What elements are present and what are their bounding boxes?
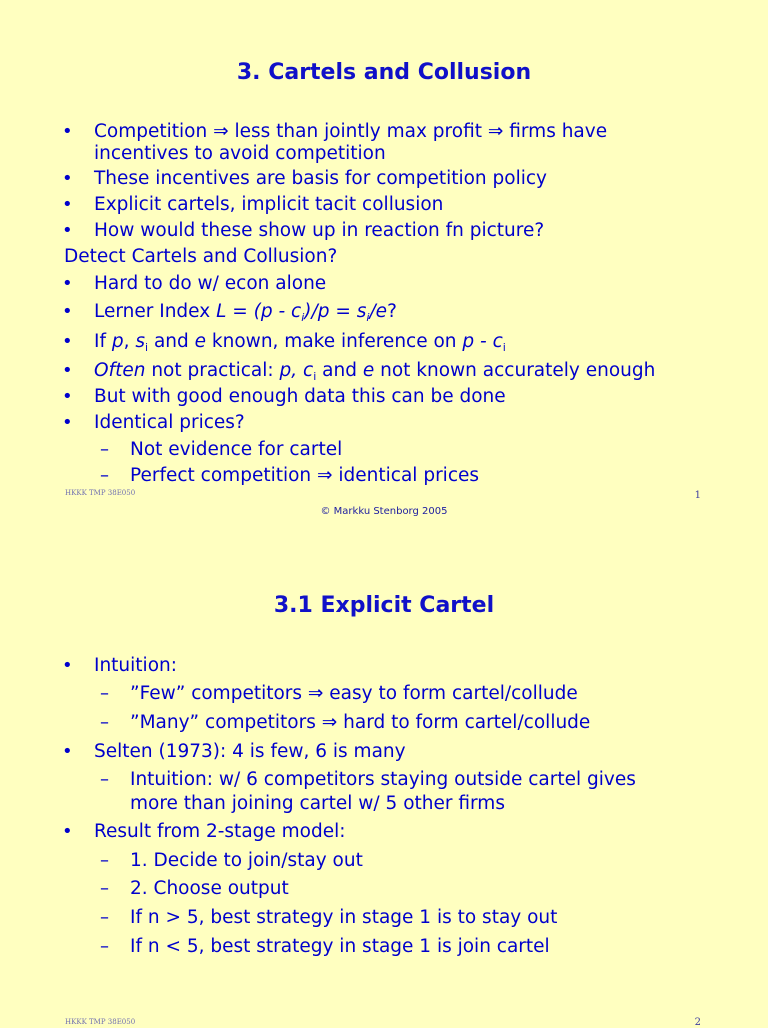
bullet-icon: • [62, 168, 73, 189]
bullet-icon: • [62, 194, 73, 215]
bullet-icon: • [62, 412, 73, 433]
slide-2: 3.1 Explicit Cartel • Intuition: – ”Few” competitors ⇒ easy to form cartel/collude – ”Many” competitors ⇒ hard to form cartel/collude • Selten (1973): 4 is few, 6 is many – Intuition: w/ 6 competitors staying outside cartel gives more than joining cartel w/ 5 other firms • Result from 2-stage model: – 1. Decide to join/stay out – 2. Choose output – If n > 5, best strategy in stage 1 is to stay out – If n < 5, best strategy in stage 1 is join cartel HKKK TMP 38E050 2 [0, 560, 768, 1024]
dash-icon: – [100, 683, 109, 704]
slide-title: 3. Cartels and Collusion [236, 60, 532, 85]
bullet-icon: • [62, 386, 73, 407]
dash-icon: – [100, 465, 109, 486]
dash-icon: – [100, 907, 109, 928]
bullet-icon: • [62, 821, 73, 842]
footer-course-code: HKKK TMP 38E050 [65, 1018, 136, 1026]
dash-icon: – [100, 936, 109, 957]
bullet-icon: • [62, 301, 73, 322]
dash-icon: – [100, 439, 109, 460]
slide-1: 3. Cartels and Collusion • Competition ⇒ less than jointly max profit ⇒ firms have incentives to avoid competition • These incentives are basis for competition policy • Explicit cartels, implicit tacit collusion • How would these show up in reaction fn picture? Detect Cartels and Collusion? • Hard to do w/ econ alone • Lerner Index $L = (p - c_i)/p = s_i/e$? • If p, $s_i$ and e known, make inference on p - $c_i$ • Often not practical: p, $c_i$ and e not known accurately enough • But with good enough data this can be done • Identical prices? – Not evidence for cartel – Perfect competition ⇒ identical prices HKKK TMP 38E050 1 © Markku Stenborg 2005 [0, 0, 768, 530]
slide-title: 3.1 Explicit Cartel [273, 593, 495, 618]
bullet-icon: • [62, 655, 73, 676]
bullet-icon: • [62, 273, 73, 294]
dash-icon: – [100, 878, 109, 899]
page-number: 1 [694, 490, 701, 501]
dash-icon: – [100, 769, 109, 790]
page-number: 2 [694, 1017, 701, 1028]
dash-icon: – [100, 712, 109, 733]
dash-icon: – [100, 850, 109, 871]
bullet-icon: • [62, 331, 73, 352]
bullet-icon: • [62, 220, 73, 241]
bullet-icon: • [62, 741, 73, 762]
footer-course-code: HKKK TMP 38E050 [65, 489, 136, 497]
copyright-text: © Markku Stenborg 2005 [320, 506, 448, 517]
bullet-icon: • [62, 121, 73, 142]
bullet-icon: • [62, 360, 73, 381]
